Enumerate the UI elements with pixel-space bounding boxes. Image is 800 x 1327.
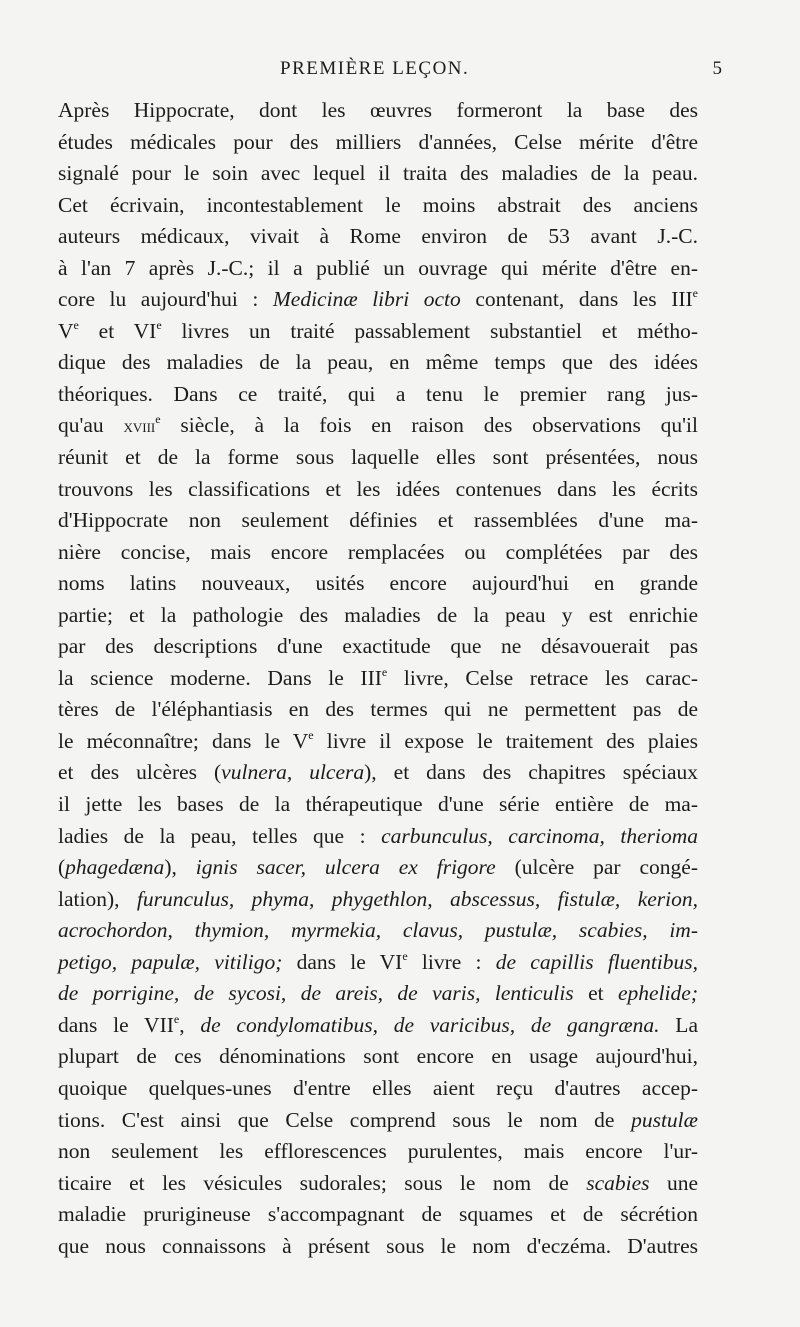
text-run: tères de l'éléphantiasis en des termes qui ne permettent pas de bbox=[58, 697, 698, 722]
text-run: tions. C'est ainsi que Celse comprend sous le nom de bbox=[58, 1107, 632, 1132]
text-run: (ulcère par congé- bbox=[495, 855, 698, 880]
text-line bbox=[58, 1168, 698, 1200]
text-run: à l'an 7 après J.-C.; il a publié un ouvrage qui mérite d'être en- bbox=[58, 255, 698, 280]
text-run: par des descriptions d'une exactitude que ne désavouerait pas bbox=[58, 634, 698, 659]
text-run: la science moderne. Dans le III bbox=[58, 665, 382, 690]
text-line bbox=[58, 631, 698, 663]
text-line bbox=[58, 253, 698, 285]
text-run: études médicales pour des milliers d'années, Celse mérite d'être bbox=[58, 129, 698, 154]
text-line bbox=[58, 474, 698, 506]
text-run: qu'au bbox=[58, 413, 124, 438]
superscript: e bbox=[73, 317, 79, 332]
text-line bbox=[58, 568, 698, 600]
superscript: e bbox=[308, 727, 314, 742]
text-run: livre : bbox=[407, 949, 496, 974]
italic-text: furunculus, phyma, phygethlon, abscessus, fistulæ, kerion, bbox=[136, 886, 698, 911]
italic-text: ignis sacer, ulcera ex frigore bbox=[195, 855, 496, 880]
superscript: e bbox=[156, 317, 162, 332]
text-run: livre il expose le traitement des plaies bbox=[313, 728, 698, 753]
text-run: une bbox=[649, 1170, 699, 1195]
text-run: trouvons les classifications et les idées contenues dans les écrits bbox=[58, 476, 698, 501]
italic-text: carbunculus, carcinoma, therioma bbox=[381, 823, 698, 848]
text-line bbox=[58, 221, 698, 253]
text-run: dique des maladies de la peau, en même temps que des idées bbox=[58, 350, 698, 375]
running-title: PREMIÈRE LEÇON. bbox=[280, 58, 470, 79]
text-run: théoriques. Dans ce traité, qui a tenu le premier rang jus- bbox=[58, 381, 698, 406]
superscript: e bbox=[402, 948, 408, 963]
text-line bbox=[58, 410, 698, 442]
text-line bbox=[58, 379, 698, 411]
text-run: maladie prurigineuse s'accompagnant de squames et de sécrétion bbox=[58, 1202, 698, 1227]
page-header bbox=[58, 58, 722, 86]
text-run: il jette les bases de la thérapeutique d'une série entière de ma- bbox=[58, 792, 698, 817]
text-line bbox=[58, 663, 698, 695]
text-run: V bbox=[58, 318, 74, 343]
text-line bbox=[58, 1073, 698, 1105]
text-run: livres un traité passablement substantiel et métho- bbox=[161, 318, 698, 343]
text-run: que nous connaissons à présent sous le nom d'eczéma. D'autres bbox=[58, 1233, 698, 1258]
text-line bbox=[58, 1010, 698, 1042]
text-line bbox=[58, 978, 698, 1010]
text-line bbox=[58, 852, 698, 884]
text-run: Cet écrivain, incontestablement le moins abstrait des anciens bbox=[58, 192, 698, 217]
text-run: , bbox=[179, 1012, 201, 1037]
text-line bbox=[58, 347, 698, 379]
text-run: quoique quelques-unes d'entre elles aient reçu d'autres accep- bbox=[58, 1075, 698, 1100]
text-run: d'Hippocrate non seulement définies et rassemblées d'une ma- bbox=[58, 508, 698, 533]
text-run: core lu aujourd'hui : bbox=[58, 287, 273, 312]
text-line bbox=[58, 505, 698, 537]
text-line bbox=[58, 190, 698, 222]
italic-text: acrochordon, thymion, myrmekia, clavus, pustulæ, scabies, im- bbox=[58, 918, 698, 943]
page-number: 5 bbox=[712, 58, 722, 79]
text-line bbox=[58, 789, 698, 821]
italic-text: ephelide; bbox=[618, 981, 698, 1006]
text-line bbox=[58, 1041, 698, 1073]
text-run: La bbox=[659, 1012, 698, 1037]
text-run: siècle, à la fois en raison des observations qu'il bbox=[160, 413, 698, 438]
text-line bbox=[58, 537, 698, 569]
italic-text: de capillis fluentibus, bbox=[495, 949, 699, 974]
text-run: xviii bbox=[123, 416, 156, 437]
text-run: dans le VI bbox=[282, 949, 403, 974]
text-run: ( bbox=[58, 855, 66, 880]
text-run: non seulement les efflorescences purulentes, mais encore l'ur- bbox=[58, 1139, 698, 1164]
text-line bbox=[58, 316, 698, 348]
text-line bbox=[58, 284, 698, 316]
text-line bbox=[58, 158, 698, 190]
text-run: et bbox=[573, 981, 618, 1006]
text-run: dans le VII bbox=[58, 1012, 174, 1037]
body-text bbox=[58, 95, 698, 1262]
italic-text: de condylomatibus, de varicibus, de gangræna. bbox=[200, 1012, 660, 1037]
superscript: e bbox=[173, 1011, 180, 1026]
superscript: e bbox=[155, 412, 161, 427]
text-line bbox=[58, 757, 698, 789]
text-run: nière concise, mais encore remplacées ou complétées par des bbox=[58, 539, 698, 564]
superscript: e bbox=[692, 286, 698, 301]
text-run: et VI bbox=[78, 318, 157, 343]
text-run: réunit et de la forme sous laquelle elles sont présentées, nous bbox=[58, 445, 698, 470]
italic-text: scabies bbox=[586, 1170, 650, 1195]
superscript: e bbox=[381, 664, 388, 679]
text-run: ), et dans des chapitres spéciaux bbox=[364, 760, 698, 785]
italic-text: de porrigine, de sycosi, de areis, de varis, lenticulis bbox=[58, 981, 574, 1006]
text-line bbox=[58, 726, 698, 758]
text-line bbox=[58, 915, 698, 947]
text-line bbox=[58, 694, 698, 726]
text-run: ticaire et les vésicules sudorales; sous le nom de bbox=[58, 1170, 587, 1195]
italic-text: phagedæna bbox=[65, 855, 165, 880]
text-line bbox=[58, 127, 698, 159]
italic-text: pustulæ bbox=[631, 1107, 698, 1132]
text-line bbox=[58, 821, 698, 853]
text-run: Après Hippocrate, dont les œuvres formeront la base des bbox=[58, 98, 698, 122]
text-line bbox=[58, 600, 698, 632]
text-run: le méconnaître; dans le V bbox=[58, 728, 309, 753]
text-run: signalé pour le soin avec lequel il traita des maladies de la peau. bbox=[58, 161, 698, 186]
text-line bbox=[58, 1199, 698, 1231]
text-run: ladies de la peau, telles que : bbox=[58, 823, 382, 848]
text-line bbox=[58, 884, 698, 916]
text-run: noms latins nouveaux, usités encore aujourd'hui en grande bbox=[58, 571, 698, 596]
text-run: partie; et la pathologie des maladies de la peau y est enrichie bbox=[58, 602, 698, 627]
text-run: plupart de ces dénominations sont encore en usage aujourd'hui, bbox=[58, 1044, 698, 1069]
text-run: livre, Celse retrace les carac- bbox=[387, 665, 698, 690]
italic-text: Medicinæ libri octo bbox=[272, 287, 461, 312]
text-run: auteurs médicaux, vivait à Rome environ de 53 avant J.-C. bbox=[58, 224, 698, 249]
text-line bbox=[58, 1231, 698, 1263]
italic-text: vulnera, ulcera bbox=[221, 760, 365, 785]
text-line bbox=[58, 95, 698, 127]
text-line bbox=[58, 947, 698, 979]
text-run: ), bbox=[164, 855, 196, 880]
text-line bbox=[58, 1105, 698, 1137]
text-run: lation), bbox=[58, 886, 137, 911]
italic-text: petigo, papulæ, vitiligo; bbox=[58, 949, 283, 974]
text-line bbox=[58, 1136, 698, 1168]
text-line bbox=[58, 442, 698, 474]
text-run: contenant, dans les III bbox=[460, 287, 693, 312]
text-run: et des ulcères ( bbox=[58, 760, 222, 785]
